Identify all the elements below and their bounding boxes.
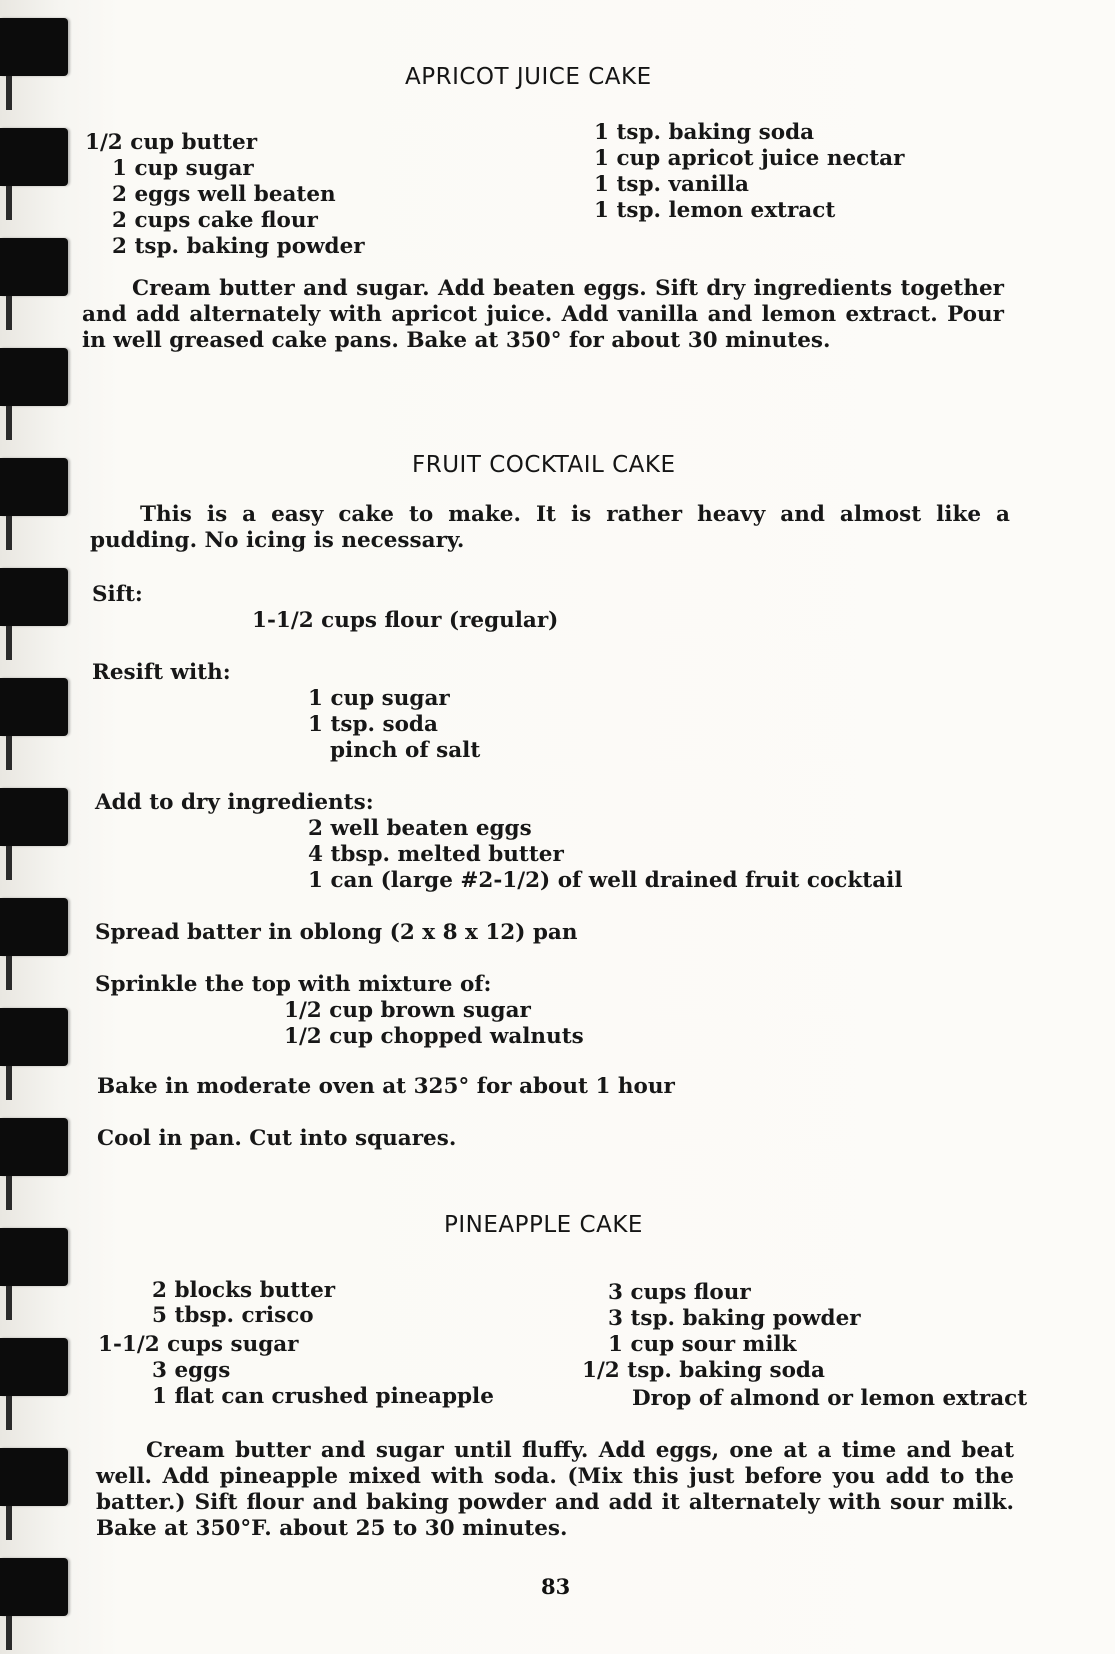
step-text: Cool in pan. Cut into squares.: [97, 1126, 457, 1151]
binding-ring: [0, 898, 68, 956]
binding-ring: [0, 1008, 68, 1066]
ingredient: 1 tsp. soda: [308, 712, 438, 737]
ingredient: 1-1/2 cups flour (regular): [252, 608, 559, 633]
ingredient: 1/2 cup brown sugar: [284, 998, 531, 1023]
recipe-directions-apricot: Cream butter and sugar. Add beaten eggs. Sift dry ingredients together and add alternately with apricot juice. Add vanilla and lemon extract. Pour in well greased cake pans. Bake at 350° for about 30 minutes.: [82, 276, 1004, 353]
binding-ring: [0, 128, 68, 186]
binding-ring: [0, 238, 68, 296]
step-text: Bake in moderate oven at 325° for about 1 hour: [97, 1074, 675, 1099]
ingredient: pinch of salt: [330, 738, 481, 763]
ingredient: 1 cup sugar: [112, 156, 254, 181]
ingredient: 2 eggs well beaten: [112, 182, 336, 207]
ingredient: 1 cup apricot juice nectar: [594, 146, 905, 171]
ingredient: 1 cup sugar: [308, 686, 450, 711]
ingredient: 3 eggs: [152, 1358, 231, 1383]
ingredient: 1-1/2 cups sugar: [98, 1332, 299, 1357]
ingredient: 1 cup sour milk: [608, 1332, 797, 1357]
binding-ring: [0, 568, 68, 626]
ingredient: 1 tsp. lemon extract: [594, 198, 836, 223]
ingredient: 1 tsp. vanilla: [594, 172, 749, 197]
binding-ring: [0, 1338, 68, 1396]
binding-ring: [0, 458, 68, 516]
binding-ring: [0, 788, 68, 846]
ingredient: 1 can (large #2-1/2) of well drained fruit cocktail: [308, 868, 903, 893]
binding-ring: [0, 18, 68, 76]
recipe-title-apricot: APRICOT JUICE CAKE: [405, 64, 652, 90]
recipe-title-fruit-cocktail: FRUIT COCKTAIL CAKE: [412, 452, 676, 478]
ingredient: 1/2 cup butter: [85, 130, 258, 155]
ingredient: 2 tsp. baking powder: [112, 234, 365, 259]
step-label: Resift with:: [92, 660, 231, 685]
ingredient: 3 cups flour: [608, 1280, 751, 1305]
step-label: Sprinkle the top with mixture of:: [95, 972, 492, 997]
ingredient: 2 cups cake flour: [112, 208, 318, 233]
ingredient: 1/2 tsp. baking soda: [582, 1358, 825, 1383]
recipe-title-pineapple: PINEAPPLE CAKE: [444, 1212, 643, 1238]
ingredient: 2 blocks butter: [152, 1278, 336, 1303]
ingredient: 1 flat can crushed pineapple: [152, 1384, 494, 1409]
spiral-binding: [0, 0, 80, 1654]
step-label: Sift:: [92, 582, 143, 607]
ingredient: 3 tsp. baking powder: [608, 1306, 861, 1331]
ingredient: 1/2 cup chopped walnuts: [284, 1024, 584, 1049]
binding-ring: [0, 348, 68, 406]
binding-ring: [0, 1448, 68, 1506]
ingredient: Drop of almond or lemon extract: [632, 1386, 1028, 1411]
ingredient: 2 well beaten eggs: [308, 816, 532, 841]
binding-ring: [0, 678, 68, 736]
recipe-directions-pineapple: Cream butter and sugar until fluffy. Add eggs, one at a time and beat well. Add pineapple mixed with soda. (Mix this just before you add to the batter.) Sift flour and baking powder and add it alternately with sour milk. Bake at 350°F. about 25 to 30 minutes.: [96, 1438, 1014, 1541]
binding-ring: [0, 1558, 68, 1616]
binding-ring: [0, 1228, 68, 1286]
page-number: 83: [541, 1574, 571, 1599]
ingredient: 5 tbsp. crisco: [152, 1303, 314, 1328]
step-text: Spread batter in oblong (2 x 8 x 12) pan: [95, 920, 578, 945]
recipe-intro-fruit-cocktail: This is a easy cake to make. It is rather heavy and almost like a pudding. No icing is necessary.: [90, 502, 1010, 553]
binding-ring: [0, 1118, 68, 1176]
ingredient: 1 tsp. baking soda: [594, 120, 815, 145]
ingredient: 4 tbsp. melted butter: [308, 842, 564, 867]
step-label: Add to dry ingredients:: [95, 790, 374, 815]
